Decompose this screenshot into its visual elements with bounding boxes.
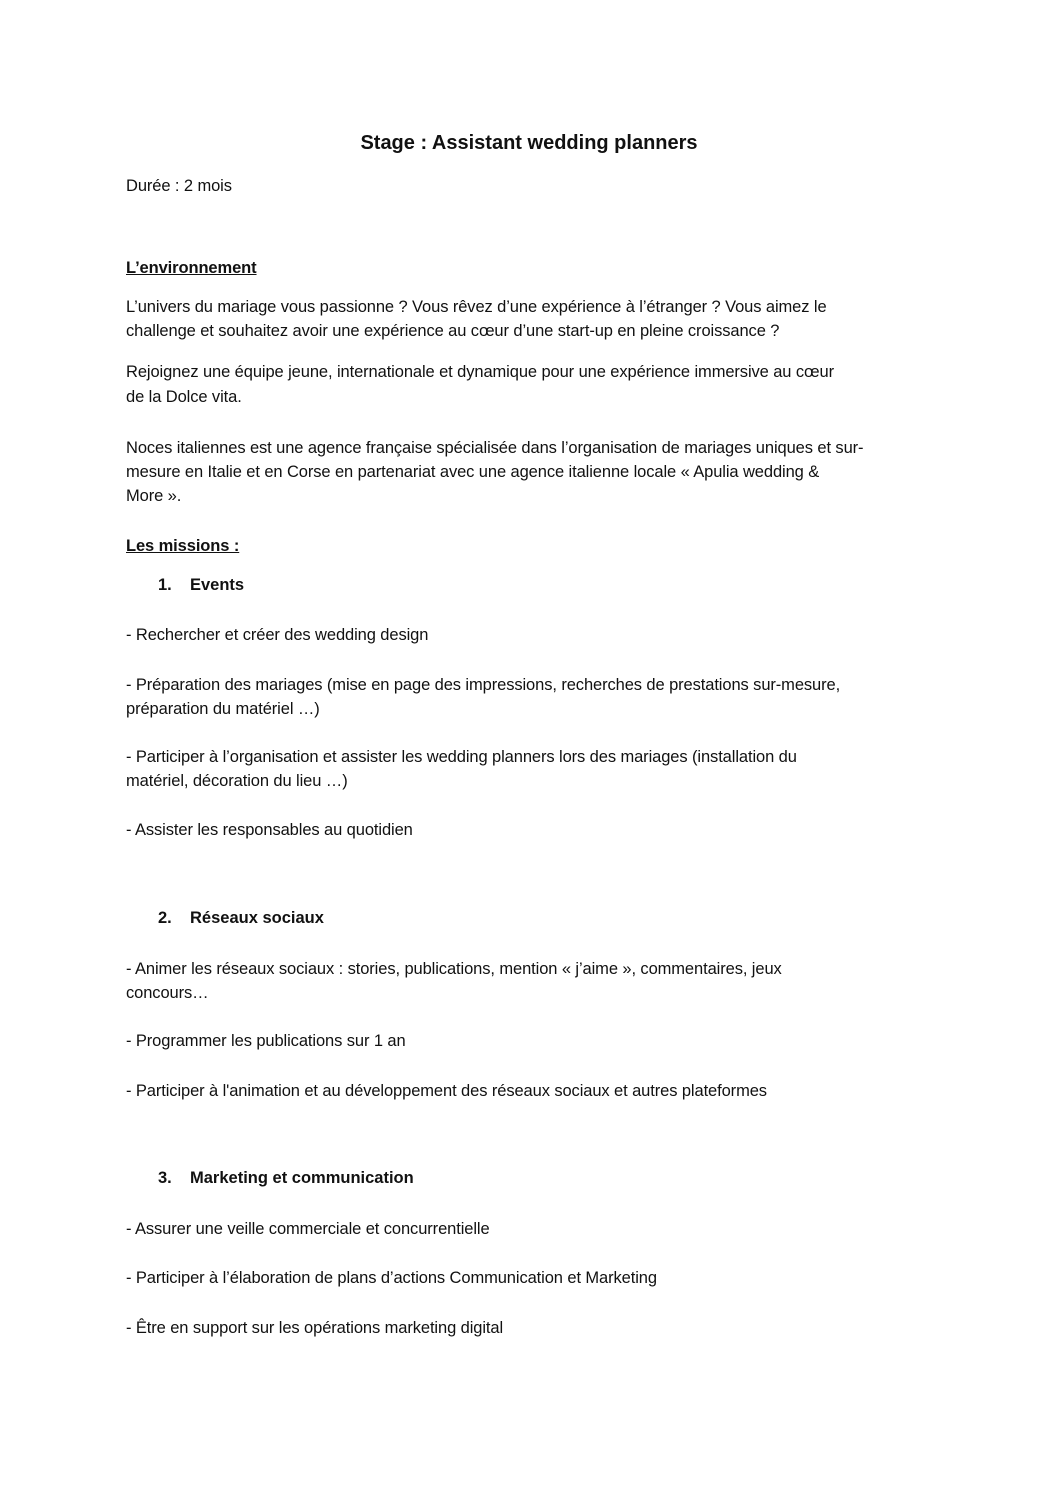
list-item: - Rechercher et créer des wedding design: [126, 626, 429, 644]
list-item: - Être en support sur les opérations marketing digital: [126, 1319, 504, 1337]
environment-paragraph-2-line-2: de la Dolce vita.: [126, 388, 242, 406]
list-item: - Participer à l'animation et au développement des réseaux sociaux et autres plateformes: [126, 1082, 767, 1100]
environment-paragraph-1-line-1: L’univers du mariage vous passionne ? Vous rêvez d’une expérience à l’étranger ? Vous aimez le: [126, 298, 827, 316]
list-item: - Participer à l’organisation et assister les wedding planners lors des mariages (installation du: [126, 748, 797, 766]
section-title: Events: [190, 576, 245, 594]
missions-heading: Les missions :: [126, 537, 240, 555]
list-item: - Assister les responsables au quotidien: [126, 821, 413, 839]
section-number: 3.: [158, 1169, 172, 1187]
mission-section-marketing: [158, 1166, 414, 1190]
list-item: - Animer les réseaux sociaux : stories, publications, mention « j’aime », commentaires, jeux: [126, 960, 782, 978]
environment-heading: L’environnement: [126, 259, 257, 277]
section-title: Réseaux sociaux: [190, 909, 324, 927]
section-number: 1.: [158, 576, 172, 594]
section-number: 2.: [158, 909, 172, 927]
environment-paragraph-2-line-1: Rejoignez une équipe jeune, internationale et dynamique pour une expérience immersive au cœur: [126, 363, 834, 381]
list-item-continuation: préparation du matériel …): [126, 700, 320, 718]
mission-section-social-networks: [158, 906, 324, 930]
duration-text: Durée : 2 mois: [126, 177, 232, 195]
list-item: - Préparation des mariages (mise en page des impressions, recherches de prestations sur-mesure,: [126, 676, 841, 694]
list-item-continuation: concours…: [126, 984, 209, 1002]
list-item: - Programmer les publications sur 1 an: [126, 1032, 406, 1050]
page-title: Stage : Assistant wedding planners: [360, 132, 698, 154]
mission-section-events: [158, 573, 244, 597]
environment-paragraph-3-line-3: More ».: [126, 487, 182, 505]
list-item: - Participer à l’élaboration de plans d’actions Communication et Marketing: [126, 1269, 657, 1287]
environment-paragraph-3-line-1: Noces italiennes est une agence française spécialisée dans l’organisation de mariages uniques et sur-: [126, 439, 864, 457]
list-item: - Assurer une veille commerciale et concurrentielle: [126, 1220, 490, 1238]
environment-paragraph-1-line-2: challenge et souhaitez avoir une expérience au cœur d’une start-up en pleine croissance ?: [126, 322, 780, 340]
list-item-continuation: matériel, décoration du lieu …): [126, 772, 348, 790]
environment-paragraph-3-line-2: mesure en Italie et en Corse en partenariat avec une agence italienne locale « Apulia wedding &: [126, 463, 820, 481]
section-title: Marketing et communication: [190, 1169, 414, 1187]
